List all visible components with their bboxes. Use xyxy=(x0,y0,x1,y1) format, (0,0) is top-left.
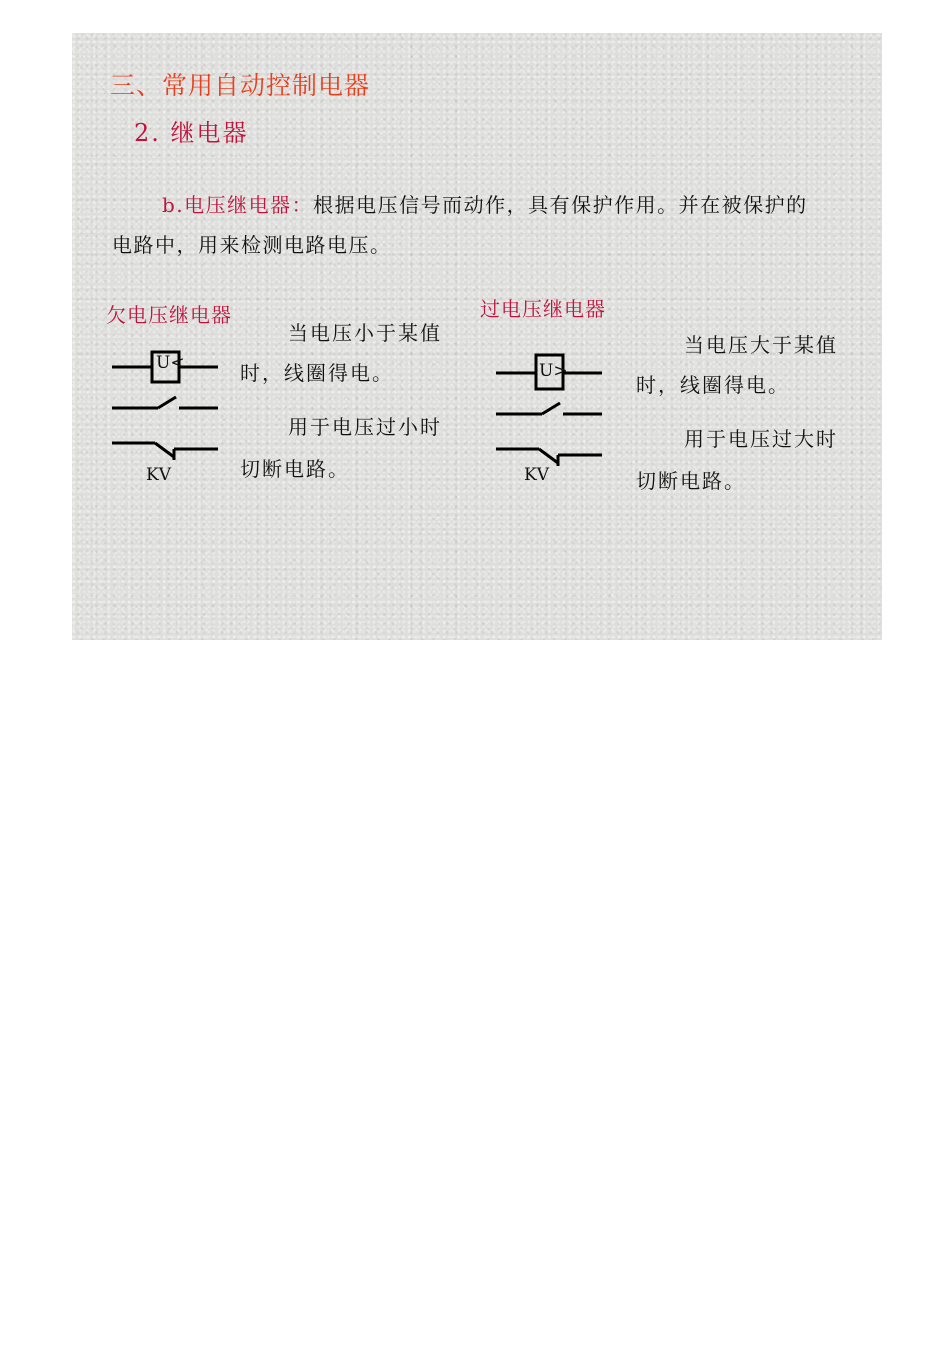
over-voltage-desc2-line2: 切断电路。 xyxy=(636,469,746,493)
intro-line-1 xyxy=(112,185,847,225)
under-voltage-desc1-line1: 当电压小于某值 xyxy=(288,321,442,345)
subsection-heading: 2. 继电器 xyxy=(134,119,249,147)
over-voltage-desc1-line1: 当电压大于某值 xyxy=(684,333,838,357)
over-voltage-desc2-line1: 用于电压过大时 xyxy=(684,427,838,451)
intro-paragraph xyxy=(112,185,847,265)
under-voltage-title: 欠电压继电器 xyxy=(106,303,232,327)
slide xyxy=(72,33,882,640)
under-voltage-coil-label: U< xyxy=(156,353,185,373)
under-voltage-desc1-line2: 时，线圈得电。 xyxy=(240,361,394,385)
over-voltage-desc1-line2: 时，线圈得电。 xyxy=(636,373,790,397)
under-voltage-desc2-line2: 切断电路。 xyxy=(240,457,350,481)
intro-term: b.电压继电器： xyxy=(162,193,314,217)
intro-line1-text: 根据电压信号而动作，具有保护作用。并在被保护的 xyxy=(313,193,808,217)
over-voltage-title: 过电压继电器 xyxy=(480,297,606,321)
under-voltage-desc2-line1: 用于电压过小时 xyxy=(288,415,442,439)
under-voltage-kv-label: KV xyxy=(146,465,171,485)
intro-line-2: 电路中，用来检测电路电压。 xyxy=(112,233,392,257)
over-voltage-kv-label: KV xyxy=(524,465,549,485)
over-voltage-coil-label: U> xyxy=(539,361,568,381)
section-heading: 三、常用自动控制电器 xyxy=(110,71,371,100)
